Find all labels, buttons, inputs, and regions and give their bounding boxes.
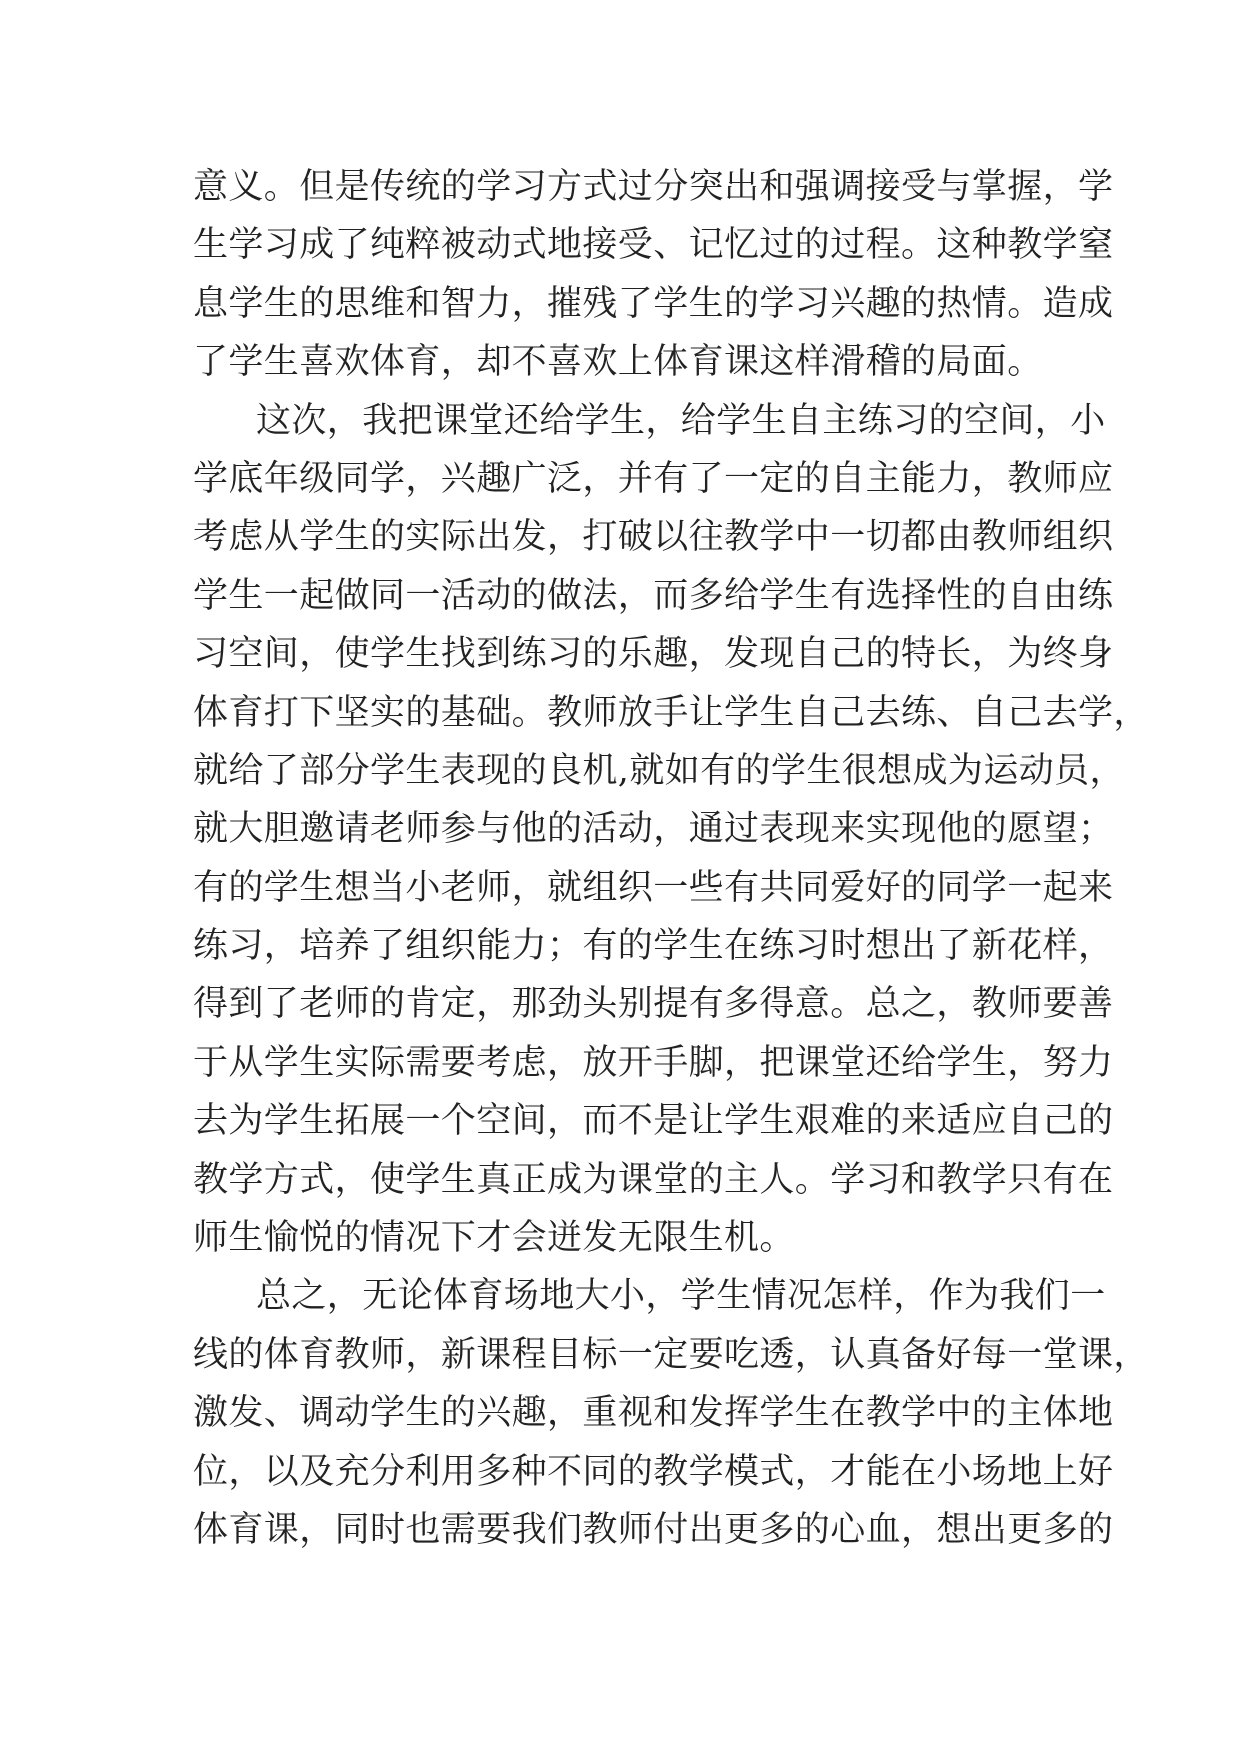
text-line: 得到了老师的肯定，那劲头别提有多得意。总之，教师要善 bbox=[193, 984, 1114, 1025]
text-line: 体育打下坚实的基础。教师放手让学生自己去练、自己去学， bbox=[193, 692, 1149, 733]
text-line: 师生愉悦的情况下才会迸发无限生机。 bbox=[193, 1218, 795, 1259]
text-line: 意义。但是传统的学习方式过分突出和强调接受与掌握，学 bbox=[193, 167, 1114, 207]
text-line: 位，以及充分利用多种不同的教学模式，才能在小场地上好 bbox=[193, 1451, 1114, 1492]
text-line: 激发、调动学生的兴趣，重视和发挥学生在教学中的主体地 bbox=[193, 1393, 1114, 1434]
paragraph-start-line: 总之，无论体育场地大小，学生情况怎样，作为我们一 bbox=[256, 1276, 1106, 1317]
text-line: 练习，培养了组织能力；有的学生在练习时想出了新花样， bbox=[193, 926, 1114, 967]
text-line: 教学方式，使学生真正成为课堂的主人。学习和教学只有在 bbox=[193, 1159, 1114, 1200]
text-line: 有的学生想当小老师，就组织一些有共同爱好的同学一起来 bbox=[193, 867, 1114, 908]
text-line: 息学生的思维和智力，摧残了学生的学习兴趣的热情。造成 bbox=[193, 283, 1114, 324]
paragraph-start-line: 这次，我把课堂还给学生，给学生自主练习的空间，小 bbox=[256, 400, 1106, 441]
text-line: 了学生喜欢体育，却不喜欢上体育课这样滑稽的局面。 bbox=[193, 342, 1043, 383]
text-line: 学生一起做同一活动的做法，而多给学生有选择性的自由练 bbox=[193, 575, 1114, 616]
text-line: 线的体育教师，新课程目标一定要吃透，认真备好每一堂课， bbox=[193, 1334, 1149, 1375]
body-text bbox=[193, 158, 1149, 1559]
text-line: 考虑从学生的实际出发，打破以往教学中一切都由教师组织 bbox=[193, 517, 1114, 558]
text-line: 就大胆邀请老师参与他的活动，通过表现来实现他的愿望； bbox=[193, 809, 1114, 850]
text-line: 学底年级同学，兴趣广泛，并有了一定的自主能力，教师应 bbox=[193, 458, 1114, 499]
text-line: 就给了部分学生表现的良机,就如有的学生很想成为运动员， bbox=[193, 750, 1125, 791]
text-line: 去为学生拓展一个空间，而不是让学生艰难的来适应自己的 bbox=[193, 1101, 1114, 1142]
text-line: 于从学生实际需要考虑，放开手脚，把课堂还给学生，努力 bbox=[193, 1042, 1114, 1083]
text-line: 习空间，使学生找到练习的乐趣，发现自己的特长，为终身 bbox=[193, 634, 1114, 675]
text-line: 生学习成了纯粹被动式地接受、记忆过的过程。这种教学窒 bbox=[193, 225, 1114, 266]
text-line: 体育课，同时也需要我们教师付出更多的心血，想出更多的 bbox=[193, 1509, 1114, 1550]
